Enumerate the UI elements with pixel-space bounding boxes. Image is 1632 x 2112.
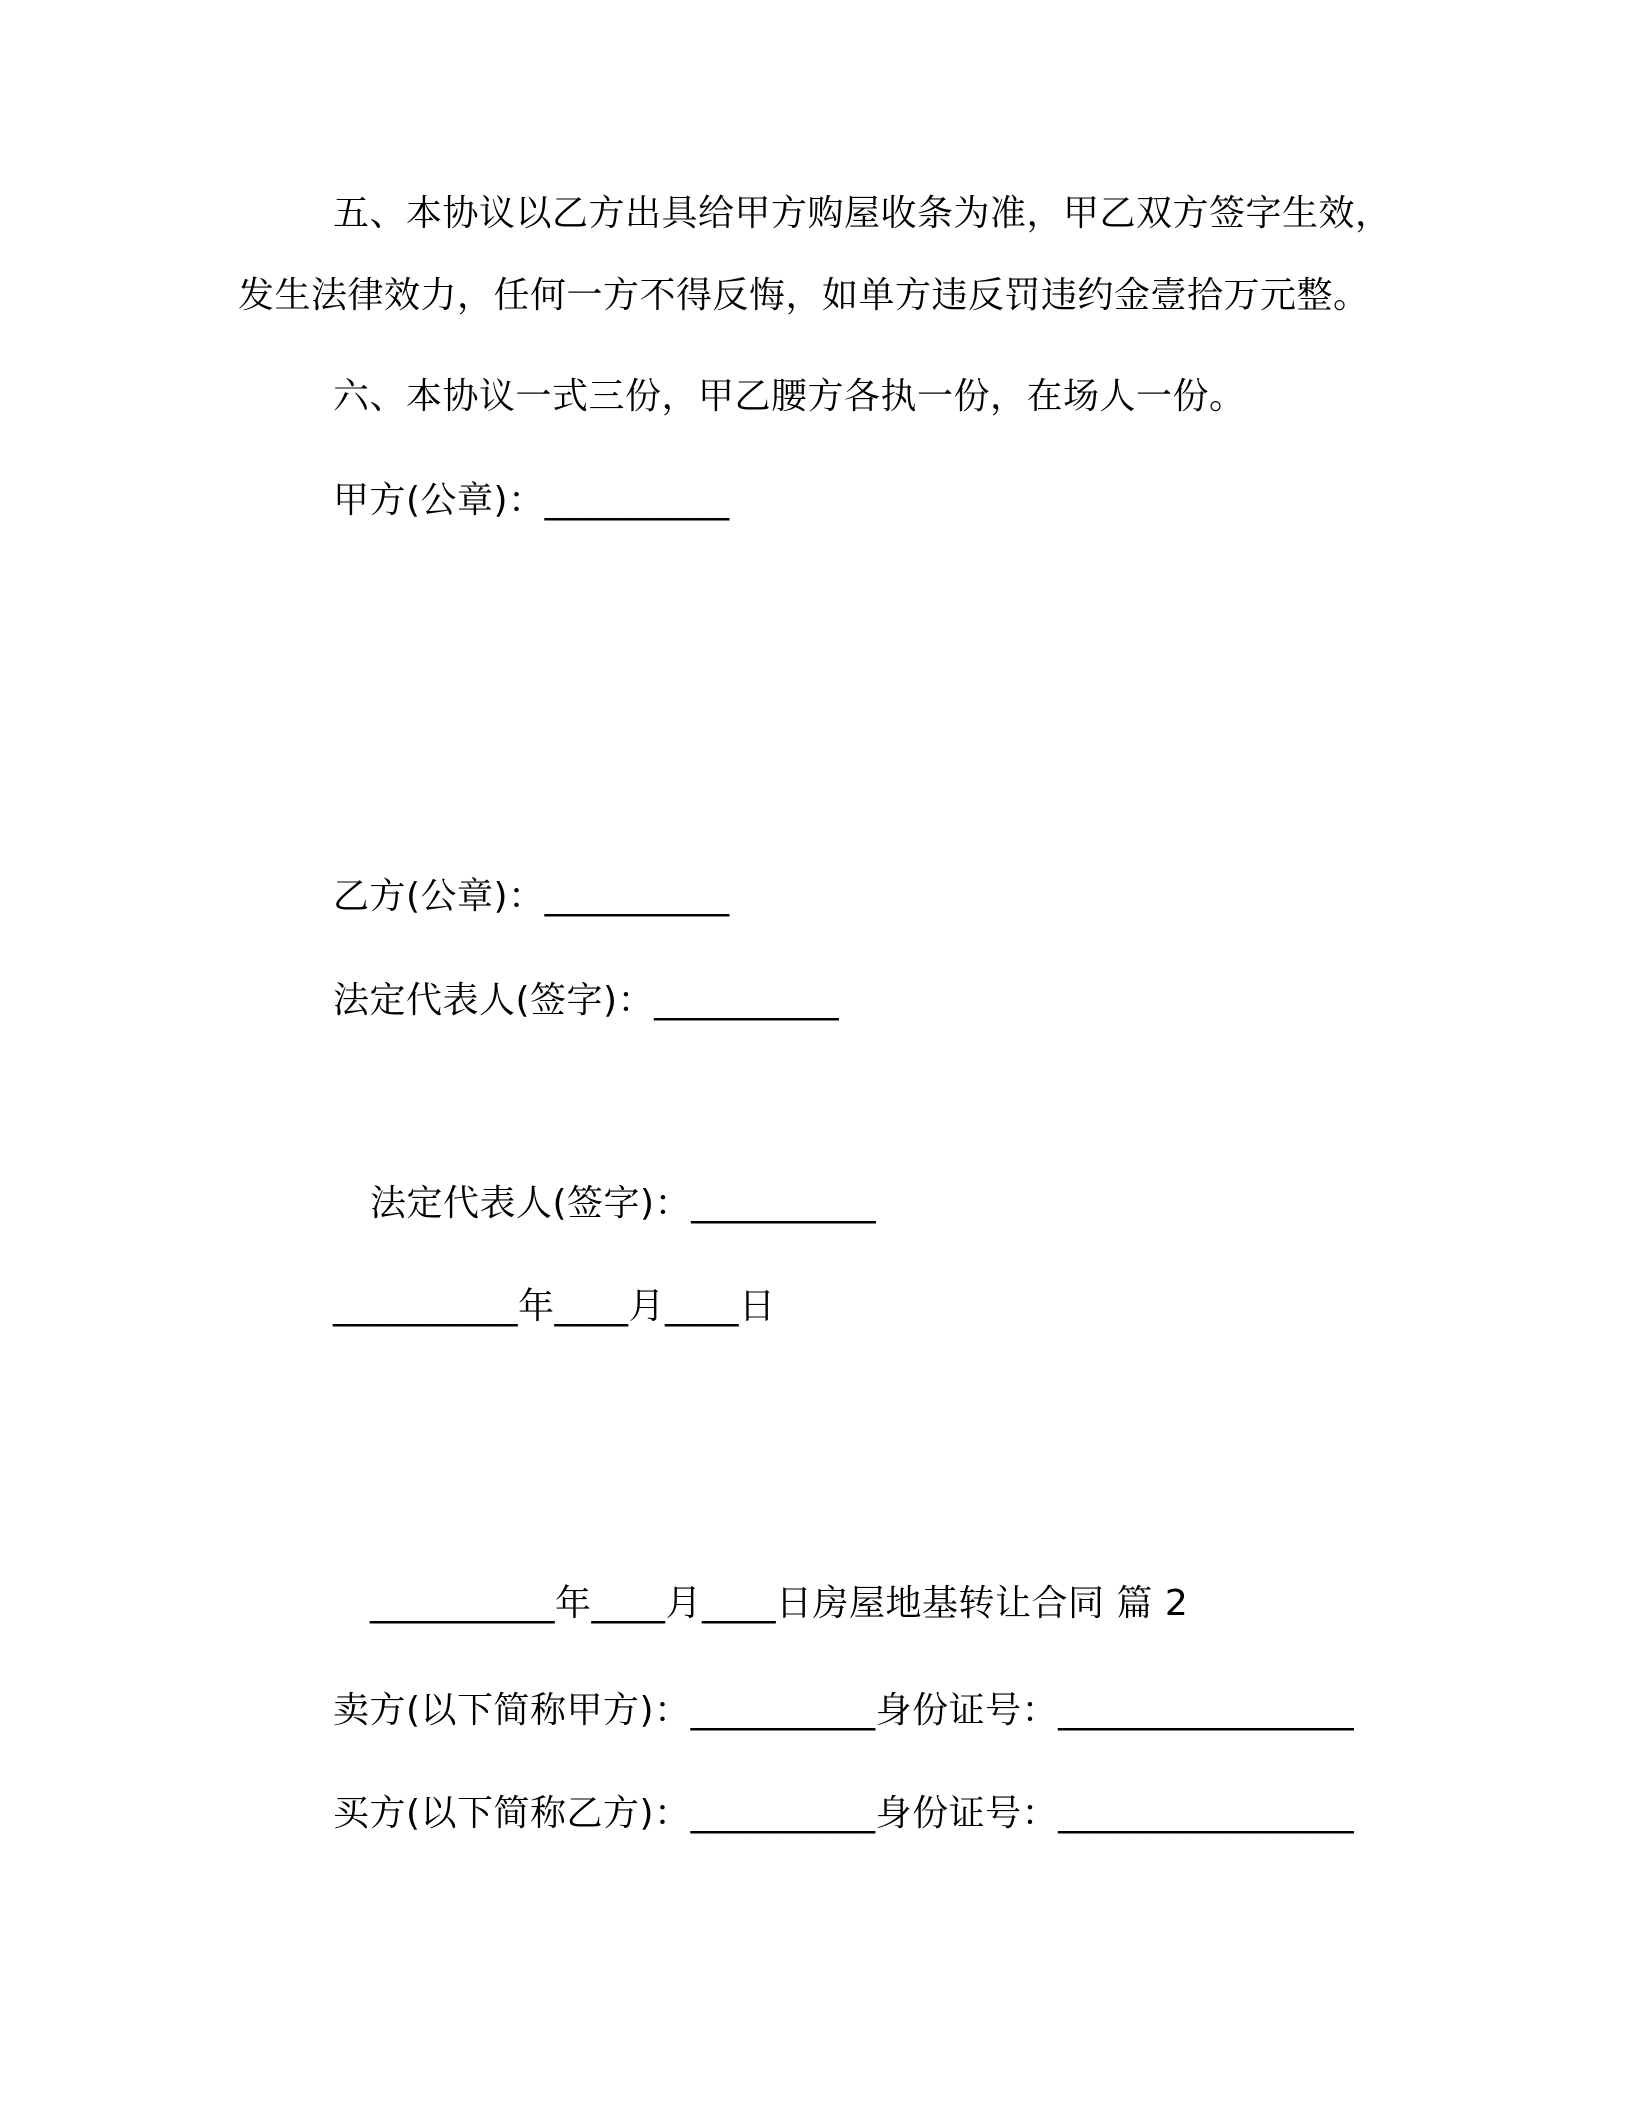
legal-rep-signature-1: 法定代表人(签字)：__________ [333,980,840,1021]
clause-5-line-1: 五、本协议以乙方出具给甲方购屋收条为准，甲乙双方签字生效， [333,193,1392,234]
clause-5-line-2: 发生法律效力，任何一方不得反悔，如单方违反罚违约金壹拾万元整。 [238,275,1370,316]
party-a-seal: 甲方(公章)：__________ [333,480,730,521]
seller-line: 卖方(以下简称甲方)：__________身份证号：________________ [333,1690,1355,1731]
clause-6: 六、本协议一式三份，甲乙腰方各执一份，在场人一份。 [333,376,1246,417]
date-line: __________年____月____日 [333,1286,776,1327]
buyer-line: 买方(以下简称乙方)：__________身份证号：________________ [333,1793,1355,1834]
party-b-seal: 乙方(公章)：__________ [333,876,730,917]
legal-rep-signature-2: 法定代表人(签字)：__________ [370,1183,877,1224]
contract-2-title: __________年____月____日房屋地基转让合同 篇 2 [370,1583,1189,1624]
